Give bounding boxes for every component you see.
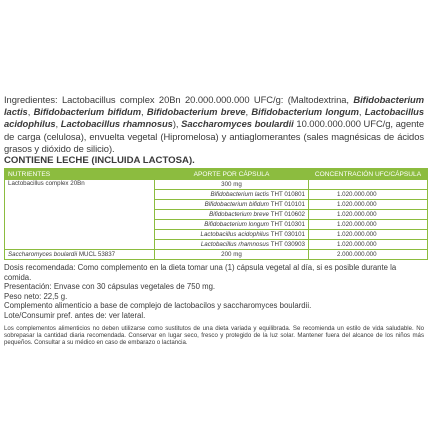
- allergen-warning: CONTIENE LECHE (INCLUIDA LACTOSA).: [4, 155, 195, 167]
- strain-name: Lactobacillus acidophilus: [200, 230, 269, 238]
- separator: ,: [140, 106, 147, 118]
- separator: ),: [172, 118, 182, 130]
- blank-cell: [309, 180, 428, 190]
- presentation: Presentación: Envase con 30 cápsulas vegetales de 750 mg.: [4, 282, 216, 292]
- complex-amount: 300 mg: [155, 180, 309, 190]
- strain-name: Bifidobacterium longum: [204, 220, 269, 228]
- concentration-cell: 1.020.000.000: [309, 190, 428, 200]
- strain-code: THT 030101: [270, 230, 305, 238]
- strain-code: THT 010801: [270, 190, 305, 198]
- strain-name: Lactobacillus rhamnosus: [60, 118, 173, 130]
- strain-code: THT 030903: [270, 240, 305, 248]
- strain-code: THT 010602: [270, 210, 305, 218]
- strain-cell: [155, 240, 309, 250]
- strain-cell: [155, 210, 309, 220]
- table-row: [5, 250, 428, 260]
- label-document: [4, 94, 424, 346]
- strain-code: THT 010301: [270, 220, 305, 228]
- strain-name: Bifidobacterium breve: [209, 210, 269, 218]
- sacch-cell: [5, 250, 155, 260]
- lot-info: Lote/Consumir pref. antes de: ver lateral.: [4, 310, 146, 320]
- strain-name: Bifidobacterium longum: [251, 106, 359, 118]
- strain-name: Saccharomyces boulardii: [181, 118, 294, 130]
- separator: ,: [245, 106, 252, 118]
- header-per-capsule: APORTE POR CÁPSULA: [155, 169, 309, 180]
- strain-name: Bifidobacterium bifidum: [33, 106, 141, 118]
- dosage-section: [4, 263, 424, 321]
- concentration-cell: 1.020.000.000: [309, 220, 428, 230]
- strain-name: Bifidobacterium bifidum: [204, 200, 269, 208]
- concentration-cell: 1.020.000.000: [309, 230, 428, 240]
- header-nutrients: NUTRIENTES: [5, 169, 155, 180]
- concentration-cell: 1.020.000.000: [309, 210, 428, 220]
- strain-cell: [155, 230, 309, 240]
- product-description: Complemento alimenticio a base de complejo de lactobacilos y saccharomyces boulardii.: [4, 301, 312, 311]
- strain-name: Saccharomyces boulardii: [8, 250, 78, 258]
- concentration-cell: 2.000.000.000: [309, 250, 428, 260]
- strain-code: MUCL 53837: [78, 250, 116, 258]
- strain-cell: [155, 220, 309, 230]
- ingredients-text: Ingredientes: Lactobacillus complex 20Bn 20.000.000.000 UFC/g: (Maltodextrina,: [4, 94, 354, 105]
- table-header-row: [5, 169, 428, 180]
- nutrition-table: [4, 168, 428, 260]
- concentration-cell: 1.020.000.000: [309, 240, 428, 250]
- ingredients-paragraph: [4, 94, 424, 155]
- header-concentration: CONCENTRACIÓN UFC/CÁPSULA: [309, 169, 428, 180]
- concentration-cell: 1.020.000.000: [309, 200, 428, 210]
- net-weight: Peso neto: 22,5 g.: [4, 291, 68, 301]
- complex-name: Lactobacillus complex 20Bn: [5, 180, 155, 250]
- sacch-amount: 200 mg: [155, 250, 309, 260]
- strain-code: THT 010101: [270, 200, 305, 208]
- warning-text: Los complementos alimenticios no deben utilizarse como sustitutos de una dieta variada y equilibrada. Se recomienda un estilo de vida saludable. No sobrepasar la cantidad diaria recomendada. Conservar en lugar seco, fresco y protegido de la luz solar. Mantener fuera del alcance de los niños más pequeños. Consultar a su médico en caso de embarazo o lactancia.: [4, 324, 424, 347]
- strain-name: Bifidobacterium breve: [146, 106, 246, 118]
- strain-name: Bifidobacterium lactis: [4, 94, 424, 118]
- strain-cell: [155, 200, 309, 210]
- separator: ,: [27, 106, 34, 118]
- ingredients-text: 10.000.000.000 UFC/g, agente de carga (celulosa), envuelta vegetal (Hipromelosa) y antiaglomerantes (sales magnésicas de ácidos grasos y dióxido de silicio).: [4, 118, 424, 154]
- table-row: [5, 180, 428, 190]
- recommended-dose: Dosis recomendada: Como complemento en la dieta tomar una (1) cápsula vegetal al día, si es posible durante la comida.: [4, 263, 397, 282]
- strain-name: Bifidobacterium lactis: [210, 190, 269, 198]
- separator: ,: [55, 118, 61, 130]
- separator: ,: [358, 106, 365, 118]
- strain-name: Lactobacillus acidophilus: [4, 106, 425, 130]
- strain-cell: [155, 190, 309, 200]
- strain-name: Lactobacillus rhamnosus: [200, 240, 269, 248]
